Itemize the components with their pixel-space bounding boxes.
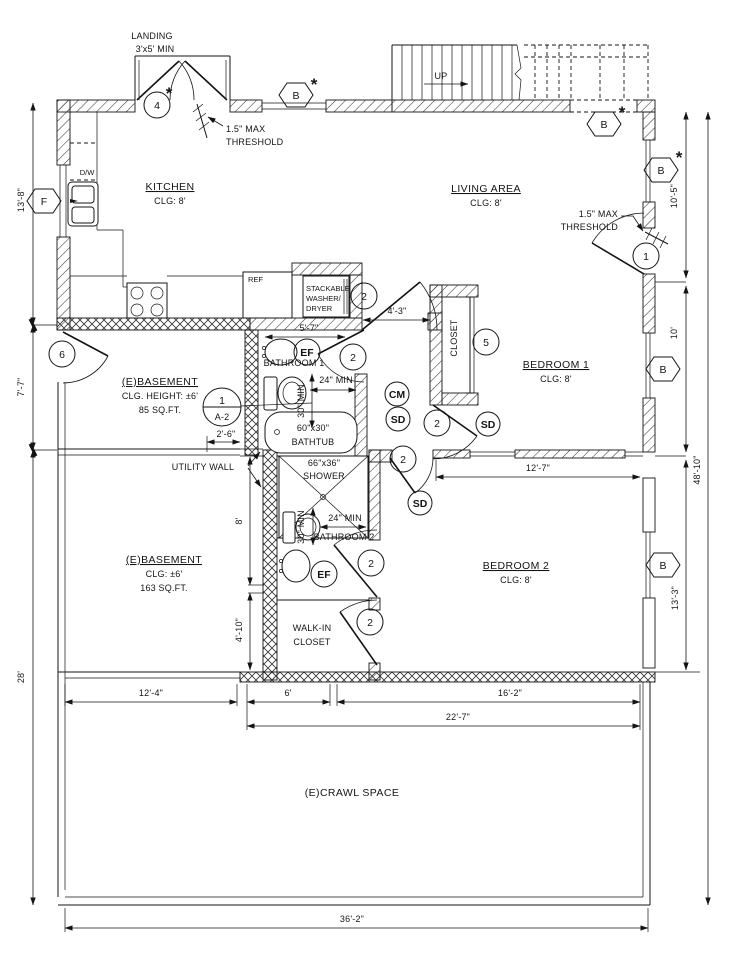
tag-ef: EF [317,569,331,581]
bathroom1-label: BATHROOM 1 [263,358,325,368]
tag-circle-1: 1 [643,251,649,263]
tag-hex-b: B [659,364,667,376]
dim-30min-bath1: 30" MIN [296,384,306,418]
dim-8: 8' [234,517,244,525]
stairs-up-label: UP [434,71,448,81]
walkin-label-1: WALK-IN [292,623,332,633]
tag-circle-2: 2 [350,352,356,364]
tag-circle-5: 5 [483,337,489,349]
basement1-clg: CLG. HEIGHT: ±6' [121,391,199,401]
callout-number: 1 [219,395,225,407]
basement1-label: (E)BASEMENT [121,376,199,388]
tag-circle-2: 2 [367,617,373,629]
dim-13-8: 13'-8" [16,187,26,213]
bedroom2-clg: CLG: 8' [500,575,532,585]
washer-label-2: WASHER/ [306,294,341,303]
dim-4-10: 4'-10" [234,617,244,643]
kitchen-sink [68,182,98,226]
tag-hex-b-star: * [310,75,318,94]
tag-hex-b-star: * [618,103,626,122]
tag-ef: EF [300,347,314,359]
shower-label: SHOWER [303,471,345,481]
utility-wall-label: UTILITY WALL [171,462,235,472]
walkin-label-2: CLOSET [293,637,331,647]
callout-sheet: A-2 [214,412,230,422]
threshold-top [193,104,223,138]
bathtub-label: BATHTUB [291,437,335,447]
dim-28: 28' [16,670,26,684]
dim-12-4: 12'-4" [138,688,164,698]
threshold-right-l1: 1.5" MAX [578,209,618,219]
dim-10: 10' [669,326,679,340]
window-bedroom2-right-lower [643,598,655,668]
tag-circle-2: 2 [400,454,406,466]
tag-circle-4: 4 [154,100,160,112]
basement2-area: 163 SQ.FT. [140,583,188,593]
dim-24min-bath1: 24" MIN [319,375,353,385]
tag-circle-6: 6 [59,349,65,361]
basement1-area: 85 SQ.FT. [138,405,182,415]
tag-circle-2: 2 [361,291,367,303]
dim-16-2: 16'-2" [497,688,523,698]
dim-5-7: 5'-7" [299,323,319,333]
dim-2-6: 2'-6" [216,429,236,439]
dim-13-3: 13'-3" [670,585,680,611]
closet-door-track [466,297,474,393]
washer-label-3: DRYER [306,304,333,313]
tag-hex-b: B [292,90,300,102]
tag-circle-2: 2 [368,558,374,570]
bedroom2-label: BEDROOM 2 [482,560,550,572]
dim-48-10: 48'-10" [692,455,702,485]
dim-6: 6' [284,688,292,698]
bathroom2-sink [279,550,310,582]
window-living-right [646,140,650,202]
tag-cm: CM [388,389,406,401]
stove [127,283,167,318]
ref-label: REF [248,275,263,284]
tag-circle-2: 2 [434,418,440,430]
living-clg: CLG: 8' [470,198,502,208]
stairs [392,45,648,100]
window-bedroom2-right-upper [643,478,655,532]
kitchen-clg: CLG: 8' [154,196,186,206]
dw-label: D/W [79,168,95,177]
tag-sd: SD [480,419,496,431]
dim-22-7: 22'-7" [445,712,471,722]
tag-hex-b: B [657,165,665,177]
dim-24min-bath2: 24" MIN [328,513,362,523]
basement2-clg: CLG: ±6' [145,569,183,579]
threshold-right-l2: THRESHOLD [560,222,618,232]
tag-sd: SD [390,414,406,426]
landing-label: LANDING [131,31,173,41]
bathroom2-label: BATHROOM 2 [313,532,375,542]
crawl-label: (E)CRAWL SPACE [304,787,400,799]
tag-circle-4-star: * [165,84,173,103]
living-label: LIVING AREA [451,183,521,195]
tag-hex-b-star: * [675,148,683,167]
bedroom1-label: BEDROOM 1 [522,359,590,371]
threshold-top-l2: THRESHOLD [226,137,284,147]
dim-30min-bath2: 30" MIN [296,510,306,544]
door-basement1 [63,332,108,383]
washer-label-1: STACKABLE [306,284,350,293]
tag-hex-f: F [40,196,48,208]
closet1-label: CLOSET [449,319,459,357]
threshold-top-l1: 1.5" MAX [226,124,266,134]
dim-7-7: 7'-7" [16,377,26,397]
dim-10-5: 10'-5" [669,183,679,209]
stair-break-line [515,45,521,100]
bathtub-size: 60"x30" [296,423,330,433]
tag-hex-b: B [600,119,608,131]
dim-36-2: 36'-2" [339,914,365,924]
dim-4-3: 4'-3" [387,306,407,316]
kitchen-label: KITCHEN [145,181,195,193]
bedroom1-clg: CLG: 8' [540,374,572,384]
door-bedroom2 [390,458,433,493]
tag-sd: SD [412,498,428,510]
dim-12-7: 12'-7" [525,463,551,473]
window-top [262,103,326,109]
shower-size: 66"x36" [307,458,341,468]
landing-size: 3'x5' MIN [135,44,175,54]
tag-hex-b: B [659,560,667,572]
landing [135,56,230,100]
basement2-label: (E)BASEMENT [125,554,203,566]
